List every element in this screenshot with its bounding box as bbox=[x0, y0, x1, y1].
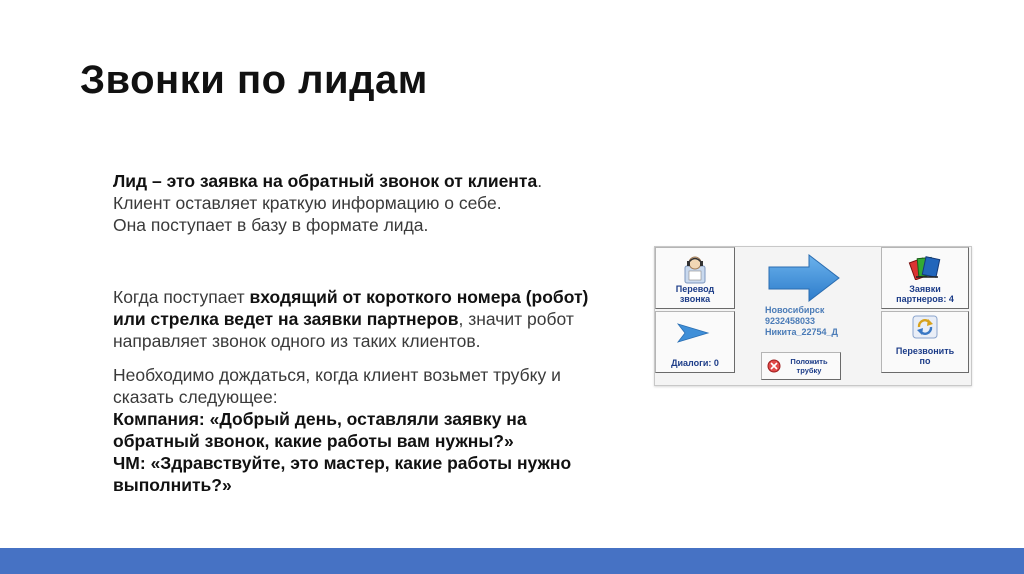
callback-label-2: по bbox=[919, 356, 931, 366]
partners-label-1: Заявки bbox=[909, 284, 941, 294]
dialogs-label: Диалоги: 0 bbox=[671, 358, 719, 368]
lead-definition bbox=[113, 170, 613, 236]
call-back-button[interactable] bbox=[881, 311, 969, 373]
hang-up-label-1: Положить bbox=[790, 357, 828, 366]
incoming-rest: , значит робот направляет звонок одного из таких клиентов. bbox=[113, 309, 574, 351]
script-intro: Необходимо дождаться, когда клиент возьмет трубку и сказать следующее: bbox=[113, 365, 561, 407]
hang-up-button[interactable] bbox=[761, 352, 841, 380]
slide-title: Звонки по лидам bbox=[80, 58, 428, 102]
partner-cards-icon bbox=[908, 252, 942, 280]
dialogs-button[interactable] bbox=[655, 311, 735, 373]
lead-definition-line-2: Клиент оставляет краткую информацию о себе. bbox=[113, 193, 502, 213]
partners-label-2: партнеров: 4 bbox=[896, 294, 954, 304]
caller-phone: 9232458033 bbox=[765, 316, 816, 326]
send-arrow-icon bbox=[676, 322, 710, 344]
caller-user: Никита_22754_Д bbox=[765, 327, 838, 337]
incoming-bold: входящий от короткого номера (робот) или стрелка ведет на заявки партнеров bbox=[113, 287, 589, 329]
crm-screenshot bbox=[654, 246, 972, 386]
lead-definition-line-3: Она поступает в базу в формате лида. bbox=[113, 215, 429, 235]
bottom-accent-bar bbox=[0, 548, 1024, 574]
script-company: Компания: «Добрый день, оставляли заявку на обратный звонок, какие работы вам нужны?» bbox=[113, 409, 527, 451]
transfer-label-2: звонка bbox=[679, 294, 711, 304]
transfer-label-1: Перевод bbox=[675, 284, 715, 294]
hang-up-label bbox=[784, 357, 834, 375]
big-arrow-icon bbox=[767, 253, 841, 303]
slide-body bbox=[113, 170, 613, 496]
hang-up-label-2: трубку bbox=[796, 366, 822, 375]
script-paragraph bbox=[113, 364, 613, 496]
callback-label-1: Перезвонить bbox=[895, 346, 955, 356]
incoming-prefix: Когда поступает bbox=[113, 287, 250, 307]
incoming-call-paragraph bbox=[113, 286, 613, 352]
caller-city: Новосибирск bbox=[765, 305, 825, 315]
caller-info bbox=[765, 305, 838, 338]
hang-up-icon bbox=[767, 359, 781, 373]
operator-icon bbox=[682, 254, 708, 284]
partner-requests-button[interactable] bbox=[881, 247, 969, 309]
transfer-call-button[interactable] bbox=[655, 247, 735, 309]
refresh-icon bbox=[912, 315, 938, 339]
lead-definition-bold: Лид – это заявка на обратный звонок от клиента bbox=[113, 171, 538, 191]
lead-definition-dot: . bbox=[537, 171, 543, 191]
script-chm: ЧМ: «Здравствуйте, это мастер, какие работы нужно выполнить?» bbox=[113, 453, 572, 495]
